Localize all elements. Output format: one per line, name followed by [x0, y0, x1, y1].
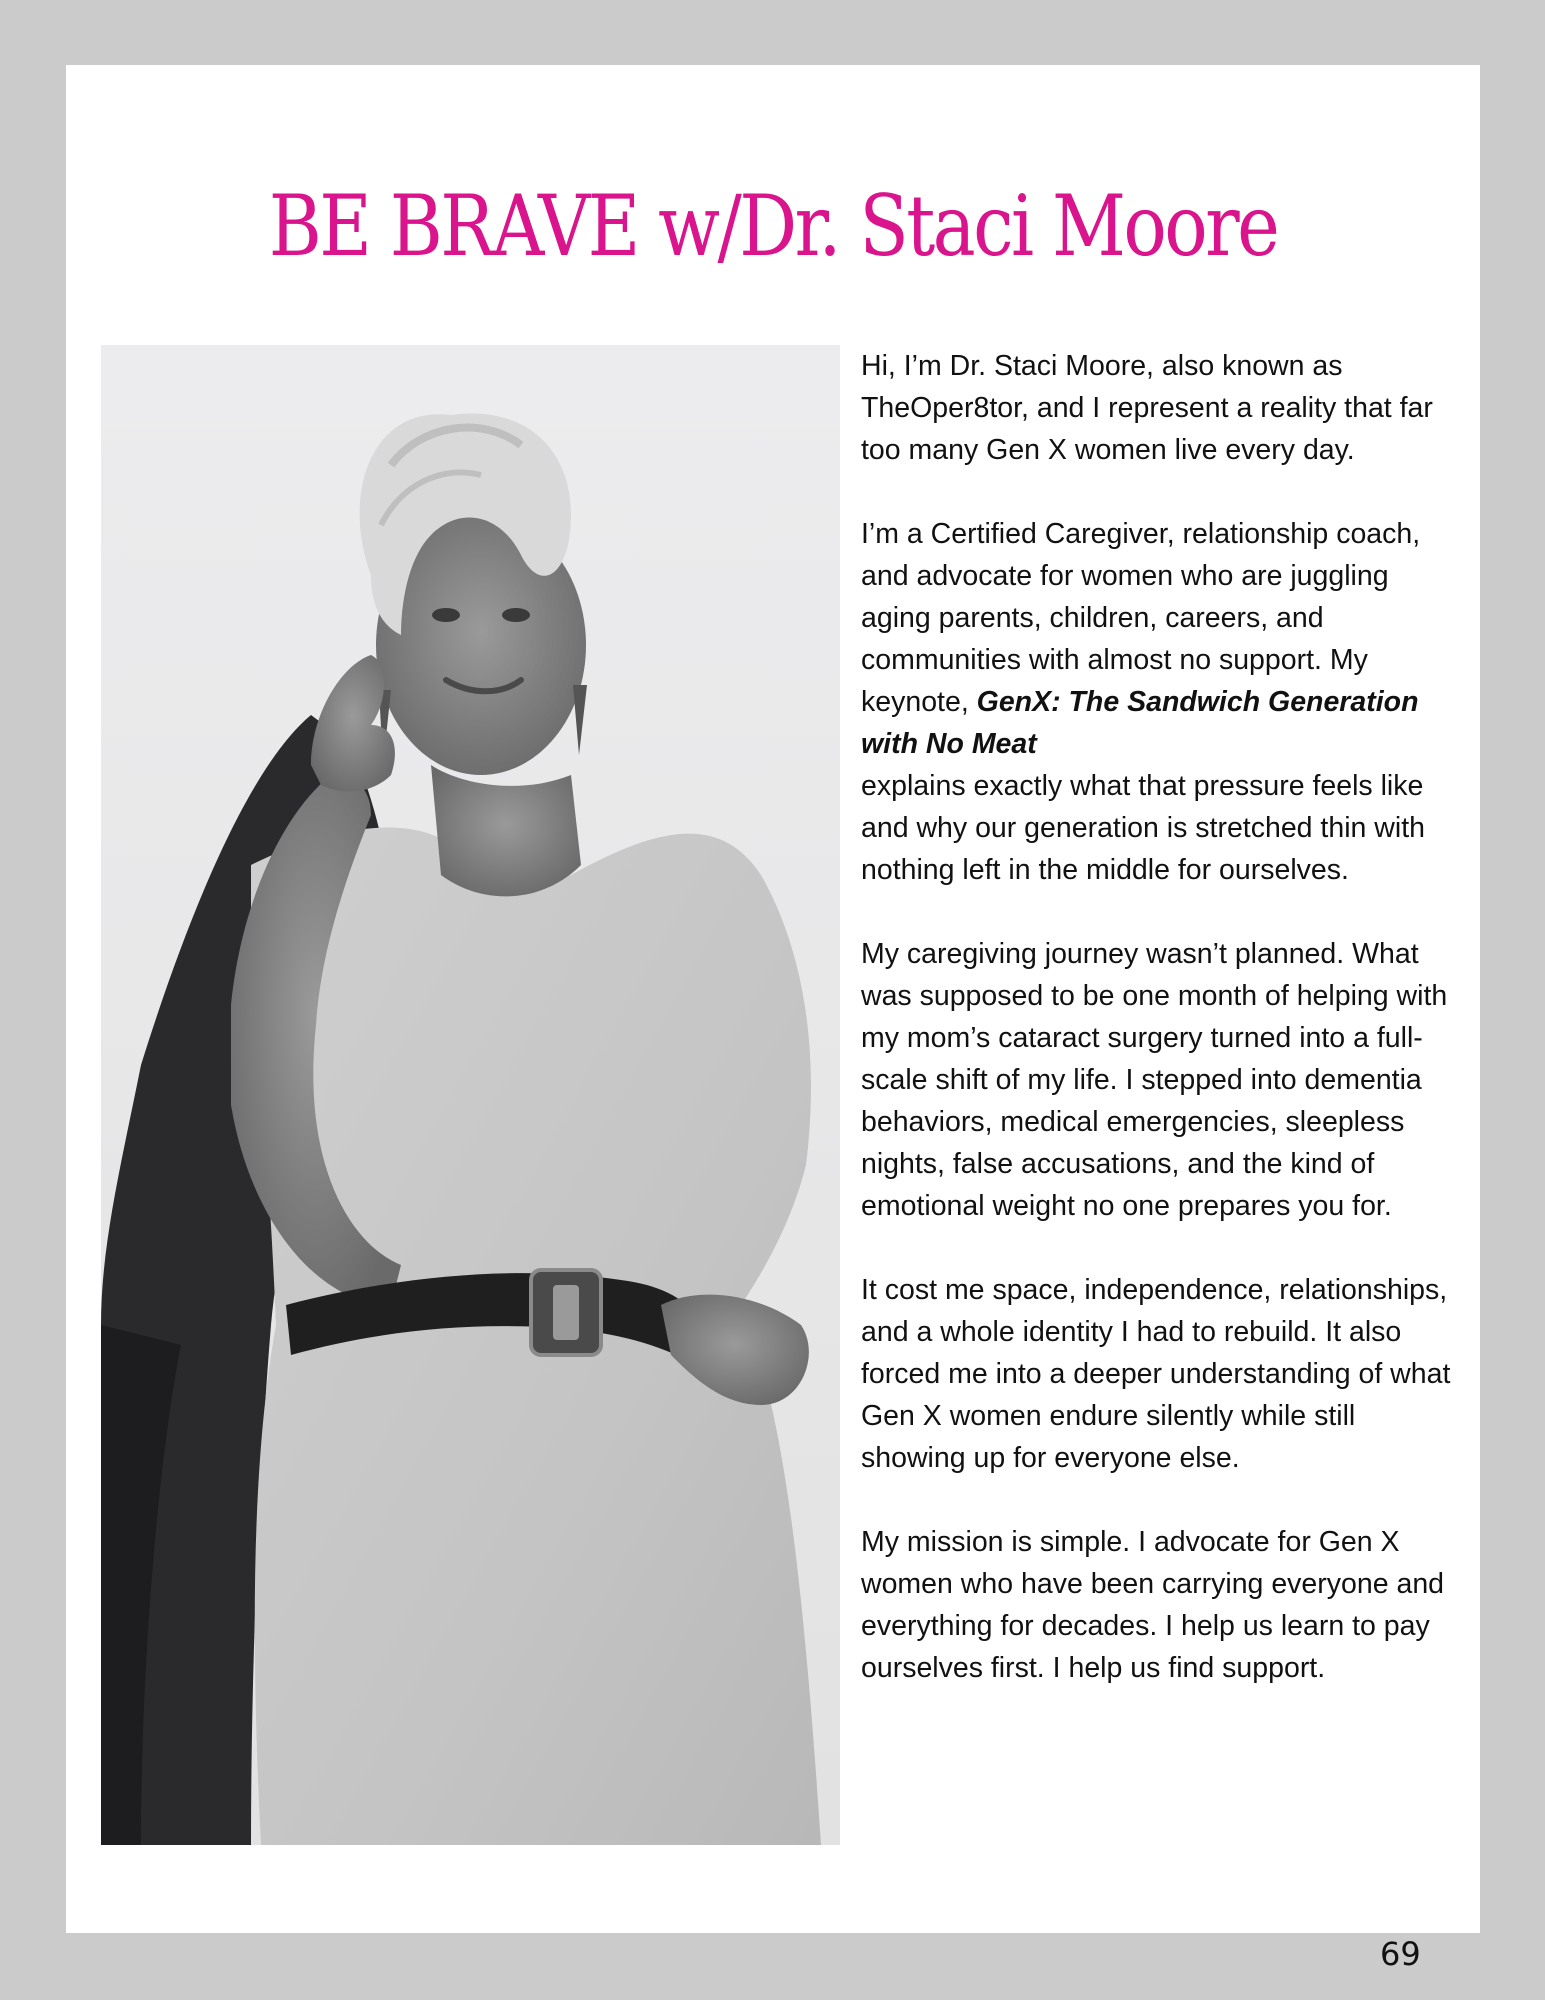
article-body — [861, 345, 1461, 1689]
article-paragraph-journey: My caregiving journey wasn’t planned. What was supposed to be one month of helping with my mom’s cataract surgery turned into a full-scale shift of my life. I stepped into dementia behaviors, medical emergencies, sleepless nights, false accusations, and the kind of emotional weight no one prepares you for. — [861, 938, 1448, 1222]
keynote-title: GenX: The Sandwich Generation with No Meat — [861, 686, 1419, 760]
page-title: BE BRAVE w/Dr. Staci Moore — [268, 177, 1278, 275]
article-paragraph-mission: My mission is simple. I advocate for Gen X women who have been carrying everyone and everything for decades. I help us learn to pay ourselves first. I help us find support. — [861, 1526, 1445, 1684]
magazine-page — [66, 65, 1480, 1933]
article-paragraph-cost: It cost me space, independence, relationships, and a whole identity I had to rebuild. It also forced me into a deeper understanding of what Gen X women endure silently while still showing up for everyone else. — [861, 1274, 1451, 1474]
article-paragraph-keynote — [861, 513, 1461, 891]
portrait-photo — [101, 345, 840, 1845]
portrait-illustration — [101, 345, 840, 1845]
keynote-lead-text: I’m a Certified Caregiver, relationship coach, and advocate for women who are juggling aging parents, children, careers, and communities with almost no support. My keynote, — [861, 518, 1421, 718]
article-paragraph-intro: Hi, I’m Dr. Staci Moore, also known as TheOper8tor, and I represent a reality that far too many Gen X women live every day. — [861, 350, 1433, 466]
keynote-follow-text: explains exactly what that pressure feels like and why our generation is stretched thin with nothing left in the middle for ourselves. — [861, 770, 1425, 886]
page-number: 69 — [1380, 1935, 1421, 1973]
